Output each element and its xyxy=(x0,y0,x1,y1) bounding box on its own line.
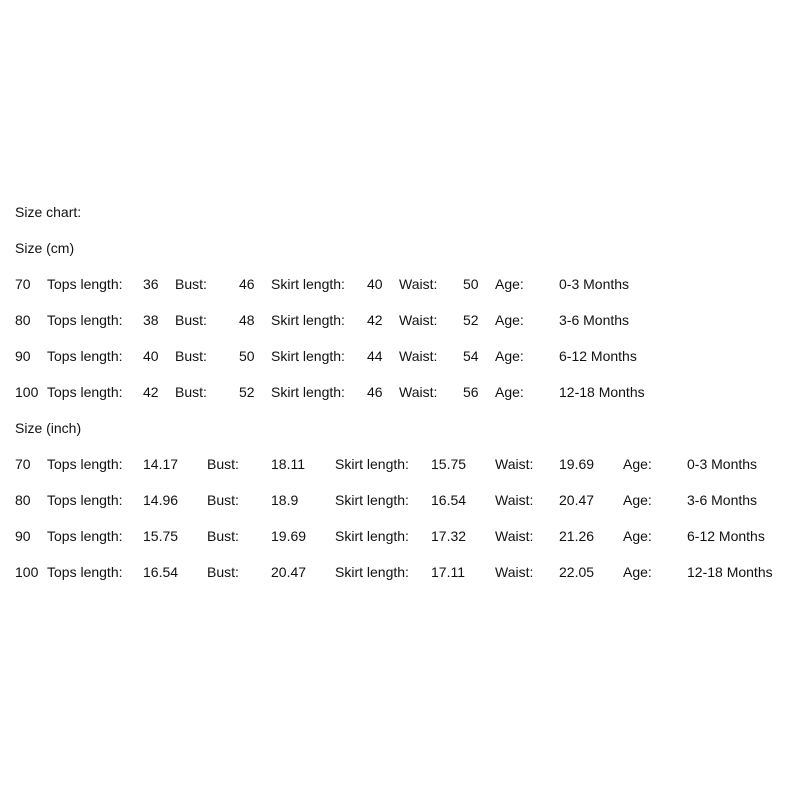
size-cell: 90 xyxy=(15,348,31,364)
table-row xyxy=(15,381,795,417)
age-label: Age: xyxy=(623,528,652,544)
age-label: Age: xyxy=(623,564,652,580)
waist-value: 52 xyxy=(463,312,479,328)
waist-value: 22.05 xyxy=(559,564,595,580)
size-chart-document xyxy=(15,201,795,597)
waist-value: 20.47 xyxy=(559,492,595,508)
tops-length-label: Tops length: xyxy=(47,492,123,508)
tops-length-value: 42 xyxy=(143,384,159,400)
waist-label: Waist: xyxy=(495,564,534,580)
waist-value: 54 xyxy=(463,348,479,364)
bust-value: 18.9 xyxy=(271,492,299,508)
waist-label: Waist: xyxy=(399,348,438,364)
tops-length-value: 14.17 xyxy=(143,456,179,472)
age-label: Age: xyxy=(495,276,524,292)
age-label: Age: xyxy=(495,384,524,400)
tops-length-label: Tops length: xyxy=(47,276,123,292)
bust-label: Bust: xyxy=(207,564,239,580)
bust-value: 52 xyxy=(239,384,255,400)
skirt-length-value: 44 xyxy=(367,348,383,364)
tops-length-value: 36 xyxy=(143,276,159,292)
skirt-length-label: Skirt length: xyxy=(335,492,409,508)
age-label: Age: xyxy=(623,492,652,508)
table-row xyxy=(15,525,795,561)
table-row xyxy=(15,273,795,309)
tops-length-label: Tops length: xyxy=(47,564,123,580)
tops-length-label: Tops length: xyxy=(47,528,123,544)
size-cell: 70 xyxy=(15,276,31,292)
tops-length-value: 38 xyxy=(143,312,159,328)
skirt-length-value: 16.54 xyxy=(431,492,467,508)
age-value: 12-18 Months xyxy=(687,564,773,580)
tops-length-label: Tops length: xyxy=(47,384,123,400)
waist-label: Waist: xyxy=(495,528,534,544)
skirt-length-value: 46 xyxy=(367,384,383,400)
bust-label: Bust: xyxy=(175,312,207,328)
bust-label: Bust: xyxy=(207,456,239,472)
tops-length-value: 15.75 xyxy=(143,528,179,544)
waist-value: 21.26 xyxy=(559,528,595,544)
size-cell: 70 xyxy=(15,456,31,472)
bust-value: 20.47 xyxy=(271,564,307,580)
bust-label: Bust: xyxy=(175,276,207,292)
skirt-length-value: 42 xyxy=(367,312,383,328)
tops-length-label: Tops length: xyxy=(47,312,123,328)
skirt-length-value: 15.75 xyxy=(431,456,467,472)
skirt-length-label: Skirt length: xyxy=(335,456,409,472)
age-label: Age: xyxy=(495,348,524,364)
bust-value: 50 xyxy=(239,348,255,364)
skirt-length-label: Skirt length: xyxy=(271,276,345,292)
table-row xyxy=(15,489,795,525)
age-value: 0-3 Months xyxy=(687,456,758,472)
bust-value: 19.69 xyxy=(271,528,307,544)
waist-value: 19.69 xyxy=(559,456,595,472)
waist-label: Waist: xyxy=(399,276,438,292)
skirt-length-label: Skirt length: xyxy=(271,384,345,400)
size-inch-table xyxy=(15,453,795,597)
skirt-length-value: 17.11 xyxy=(431,564,465,580)
waist-label: Waist: xyxy=(495,492,534,508)
table-row xyxy=(15,309,795,345)
age-value: 6-12 Months xyxy=(559,348,637,364)
tops-length-value: 40 xyxy=(143,348,159,364)
size-cm-heading: Size (cm) xyxy=(15,240,75,256)
bust-label: Bust: xyxy=(175,348,207,364)
bust-label: Bust: xyxy=(175,384,207,400)
size-cell: 100 xyxy=(15,384,39,400)
age-value: 0-3 Months xyxy=(559,276,630,292)
age-value: 3-6 Months xyxy=(559,312,630,328)
skirt-length-label: Skirt length: xyxy=(271,312,345,328)
size-inch-heading: Size (inch) xyxy=(15,420,82,436)
size-cell: 80 xyxy=(15,492,31,508)
skirt-length-label: Skirt length: xyxy=(271,348,345,364)
table-row xyxy=(15,453,795,489)
bust-label: Bust: xyxy=(207,528,239,544)
bust-value: 18.11 xyxy=(271,456,305,472)
waist-value: 56 xyxy=(463,384,479,400)
bust-value: 46 xyxy=(239,276,255,292)
skirt-length-label: Skirt length: xyxy=(335,564,409,580)
size-cell: 100 xyxy=(15,564,39,580)
size-cell: 80 xyxy=(15,312,31,328)
waist-label: Waist: xyxy=(399,312,438,328)
tops-length-value: 14.96 xyxy=(143,492,179,508)
skirt-length-value: 40 xyxy=(367,276,383,292)
bust-label: Bust: xyxy=(207,492,239,508)
bust-value: 48 xyxy=(239,312,255,328)
size-cell: 90 xyxy=(15,528,31,544)
age-value: 3-6 Months xyxy=(687,492,758,508)
tops-length-label: Tops length: xyxy=(47,456,123,472)
waist-label: Waist: xyxy=(399,384,438,400)
age-value: 6-12 Months xyxy=(687,528,765,544)
size-chart-title: Size chart: xyxy=(15,204,82,220)
tops-length-label: Tops length: xyxy=(47,348,123,364)
age-label: Age: xyxy=(495,312,524,328)
skirt-length-label: Skirt length: xyxy=(335,528,409,544)
table-row xyxy=(15,561,795,597)
waist-value: 50 xyxy=(463,276,479,292)
tops-length-value: 16.54 xyxy=(143,564,179,580)
table-row xyxy=(15,345,795,381)
waist-label: Waist: xyxy=(495,456,534,472)
age-value: 12-18 Months xyxy=(559,384,645,400)
size-cm-table xyxy=(15,273,795,417)
age-label: Age: xyxy=(623,456,652,472)
skirt-length-value: 17.32 xyxy=(431,528,467,544)
